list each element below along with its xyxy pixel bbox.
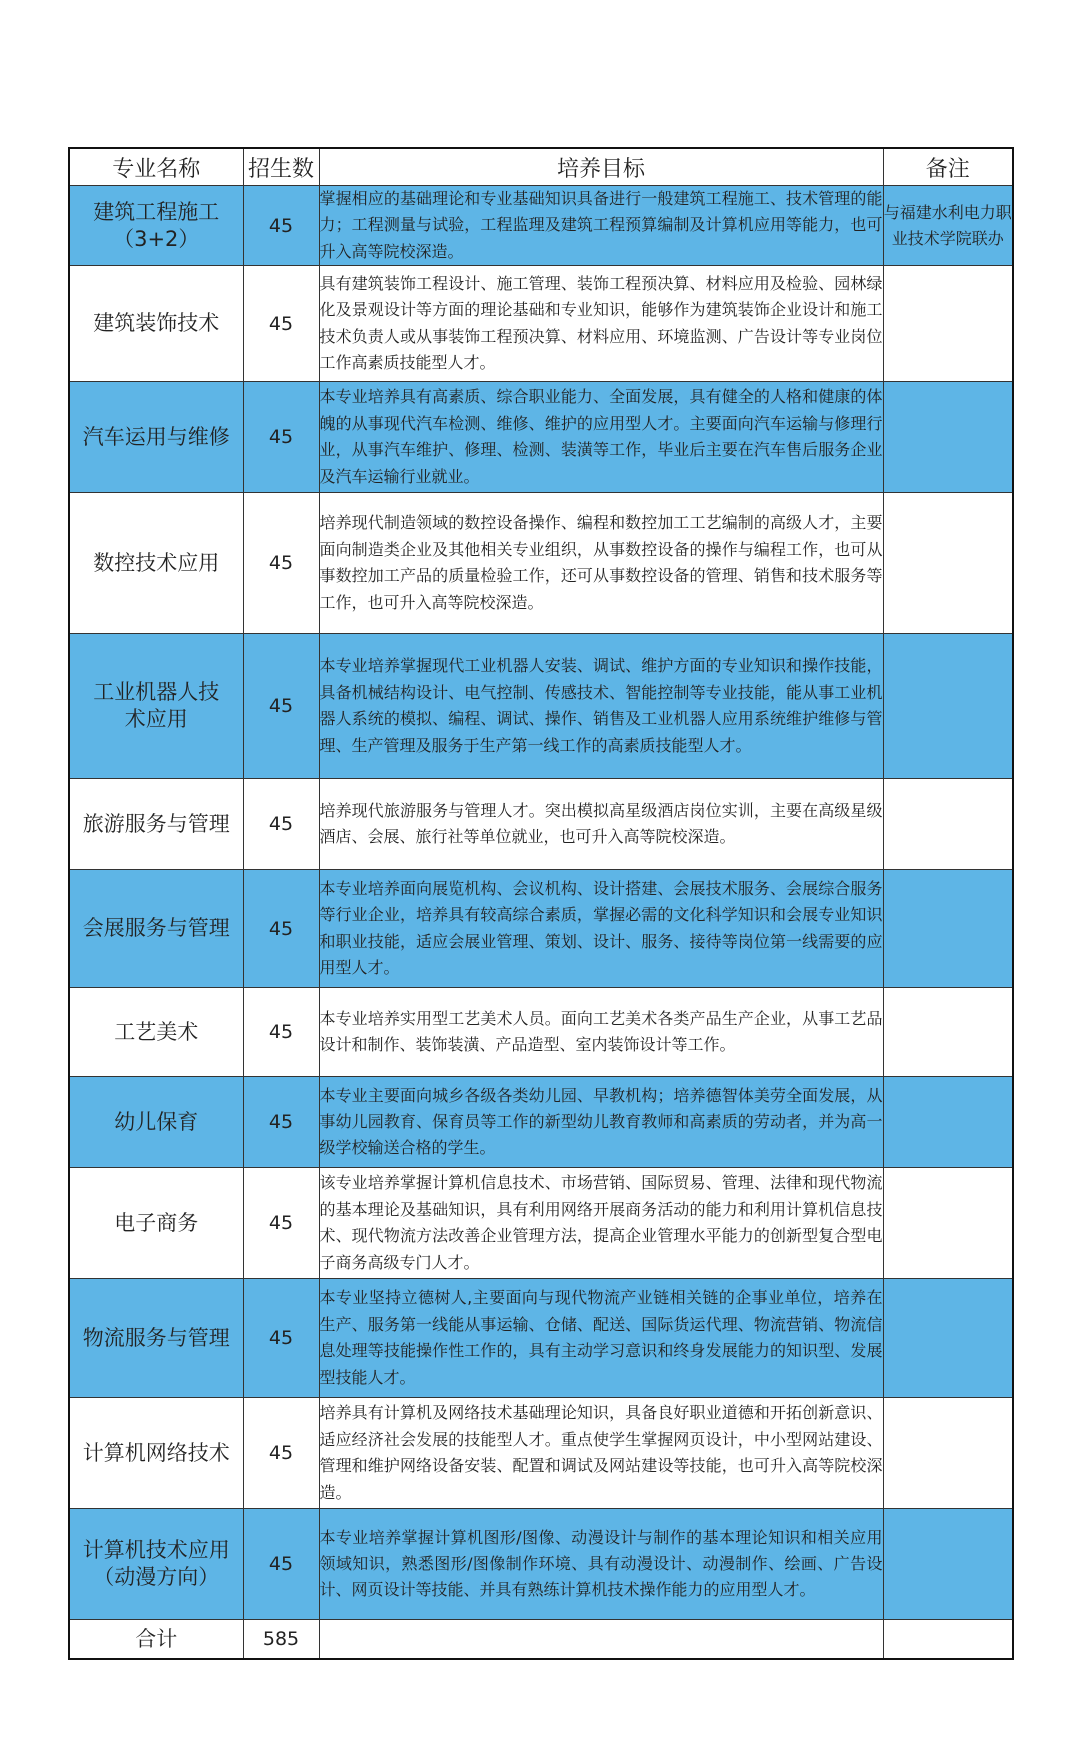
- total-goal-empty: [319, 1620, 883, 1660]
- major-name: 汽车运用与维修: [69, 382, 243, 493]
- enrollment-count: 45: [243, 634, 319, 779]
- training-goal: 本专业培养掌握计算机图形/图像、动漫设计与制作的基本理论知识和相关应用领域知识，熟悉图形/图像制作环境、具有动漫设计、动漫制作、绘画、广告设计、网页设计等技能、并具有熟练计算机技术操作能力的应用型人才。: [319, 1509, 883, 1620]
- remark: [883, 779, 1013, 870]
- table-row: [69, 870, 1013, 988]
- total-label: 合计: [69, 1620, 243, 1660]
- table-header-row: [69, 148, 1013, 186]
- training-goal: 本专业培养掌握现代工业机器人安装、调试、维护方面的专业知识和操作技能，具备机械结构设计、电气控制、传感技术、智能控制等专业技能，能从事工业机器人系统的模拟、编程、调试、操作、销售及工业机器人应用系统维护维修与管理、生产管理及服务于生产第一线工作的高素质技能型人才。: [319, 634, 883, 779]
- enrollment-count: 45: [243, 1077, 319, 1168]
- major-name: 幼儿保育: [69, 1077, 243, 1168]
- training-goal: 该专业培养掌握计算机信息技术、市场营销、国际贸易、管理、法律和现代物流的基本理论及基础知识，具有利用网络开展商务活动的能力和利用计算机信息技术、现代物流方法改善企业管理方法，提高企业管理水平能力的创新型复合型电子商务高级专门人才。: [319, 1168, 883, 1279]
- enrollment-count: 45: [243, 1398, 319, 1509]
- enrollment-count: 45: [243, 870, 319, 988]
- training-goal: 本专业培养面向展览机构、会议机构、设计搭建、会展技术服务、会展综合服务等行业企业，培养具有较高综合素质，掌握必需的文化科学知识和会展专业知识和职业技能，适应会展业管理、策划、设计、服务、接待等岗位第一线需要的应用型人才。: [319, 870, 883, 988]
- total-remark-empty: [883, 1620, 1013, 1660]
- total-count: 585: [243, 1620, 319, 1660]
- table-row: [69, 1398, 1013, 1509]
- remark: [883, 1509, 1013, 1620]
- remark: [883, 382, 1013, 493]
- training-goal: 掌握相应的基础理论和专业基础知识具备进行一般建筑工程施工、技术管理的能力；工程测量与试验，工程监理及建筑工程预算编制及计算机应用等能力，也可升入高等院校深造。: [319, 186, 883, 266]
- table-row: [69, 493, 1013, 634]
- enrollment-count: 45: [243, 1168, 319, 1279]
- training-goal: 具有建筑装饰工程设计、施工管理、装饰工程预决算、材料应用及检验、园林绿化及景观设计等方面的理论基础和专业知识，能够作为建筑装饰企业设计和施工技术负责人或从事装饰工程预决算、材料应用、环境监测、广告设计等专业岗位工作高素质技能型人才。: [319, 266, 883, 382]
- training-goal: 培养现代制造领域的数控设备操作、编程和数控加工工艺编制的高级人才，主要面向制造类企业及其他相关专业组织，从事数控设备的操作与编程工作，也可从事数控加工产品的质量检验工作，还可从事数控设备的管理、销售和技术服务等工作，也可升入高等院校深造。: [319, 493, 883, 634]
- training-goal: 本专业培养实用型工艺美术人员。面向工艺美术各类产品生产企业，从事工艺品设计和制作、装饰装潢、产品造型、室内装饰设计等工作。: [319, 988, 883, 1077]
- major-name: 计算机网络技术: [69, 1398, 243, 1509]
- table-row: [69, 266, 1013, 382]
- remark: [883, 1398, 1013, 1509]
- table-row: [69, 634, 1013, 779]
- remark: [883, 493, 1013, 634]
- major-name: 计算机技术应用 （动漫方向）: [69, 1509, 243, 1620]
- training-goal: 培养具有计算机及网络技术基础理论知识，具备良好职业道德和开拓创新意识、适应经济社会发展的技能型人才。重点使学生掌握网页设计，中小型网站建设、管理和维护网络设备安装、配置和调试及网站建设等技能，也可升入高等院校深造。: [319, 1398, 883, 1509]
- header-remark: 备注: [883, 148, 1013, 186]
- major-name: 工艺美术: [69, 988, 243, 1077]
- major-name: 建筑工程施工 （3+2）: [69, 186, 243, 266]
- enrollment-count: 45: [243, 186, 319, 266]
- remark: [883, 1168, 1013, 1279]
- enrollment-count: 45: [243, 382, 319, 493]
- major-name: 旅游服务与管理: [69, 779, 243, 870]
- training-goal: 培养现代旅游服务与管理人才。突出模拟高星级酒店岗位实训，主要在高级星级酒店、会展、旅行社等单位就业，也可升入高等院校深造。: [319, 779, 883, 870]
- remark: [883, 1279, 1013, 1398]
- training-goal: 本专业坚持立德树人,主要面向与现代物流产业链相关链的企事业单位，培养在生产、服务第一线能从事运输、仓储、配送、国际货运代理、物流营销、物流信息处理等技能操作性工作的，具有主动学习意识和终身发展能力的知识型、发展型技能人才。: [319, 1279, 883, 1398]
- remark: [883, 266, 1013, 382]
- table-row: [69, 382, 1013, 493]
- table-row: [69, 779, 1013, 870]
- enrollment-count: 45: [243, 1279, 319, 1398]
- remark: 与福建水利电力职业技术学院联办: [883, 186, 1013, 266]
- enrollment-count: 45: [243, 493, 319, 634]
- table-row: [69, 988, 1013, 1077]
- table-row: [69, 1168, 1013, 1279]
- total-row: [69, 1620, 1013, 1660]
- enrollment-count: 45: [243, 779, 319, 870]
- header-major-name: 专业名称: [69, 148, 243, 186]
- major-name: 工业机器人技 术应用: [69, 634, 243, 779]
- major-name: 数控技术应用: [69, 493, 243, 634]
- major-name: 会展服务与管理: [69, 870, 243, 988]
- table-row: [69, 1077, 1013, 1168]
- remark: [883, 634, 1013, 779]
- remark: [883, 988, 1013, 1077]
- major-name: 物流服务与管理: [69, 1279, 243, 1398]
- enrollment-count: 45: [243, 1509, 319, 1620]
- enrollment-count: 45: [243, 988, 319, 1077]
- major-name: 电子商务: [69, 1168, 243, 1279]
- training-goal: 本专业培养具有高素质、综合职业能力、全面发展，具有健全的人格和健康的体魄的从事现代汽车检测、维修、维护的应用型人才。主要面向汽车运输与修理行业，从事汽车维护、修理、检测、装潢等工作，毕业后主要在汽车售后服务企业及汽车运输行业就业。: [319, 382, 883, 493]
- training-goal: 本专业主要面向城乡各级各类幼儿园、早教机构；培养德智体美劳全面发展，从事幼儿园教育、保育员等工作的新型幼儿教育教师和高素质的劳动者，并为高一级学校输送合格的学生。: [319, 1077, 883, 1168]
- table-row: [69, 186, 1013, 266]
- remark: [883, 1077, 1013, 1168]
- enrollment-count: 45: [243, 266, 319, 382]
- major-name: 建筑装饰技术: [69, 266, 243, 382]
- enrollment-table: [68, 147, 1014, 1660]
- header-enrollment-count: 招生数: [243, 148, 319, 186]
- table-row: [69, 1279, 1013, 1398]
- header-training-goal: 培养目标: [319, 148, 883, 186]
- remark: [883, 870, 1013, 988]
- table-row: [69, 1509, 1013, 1620]
